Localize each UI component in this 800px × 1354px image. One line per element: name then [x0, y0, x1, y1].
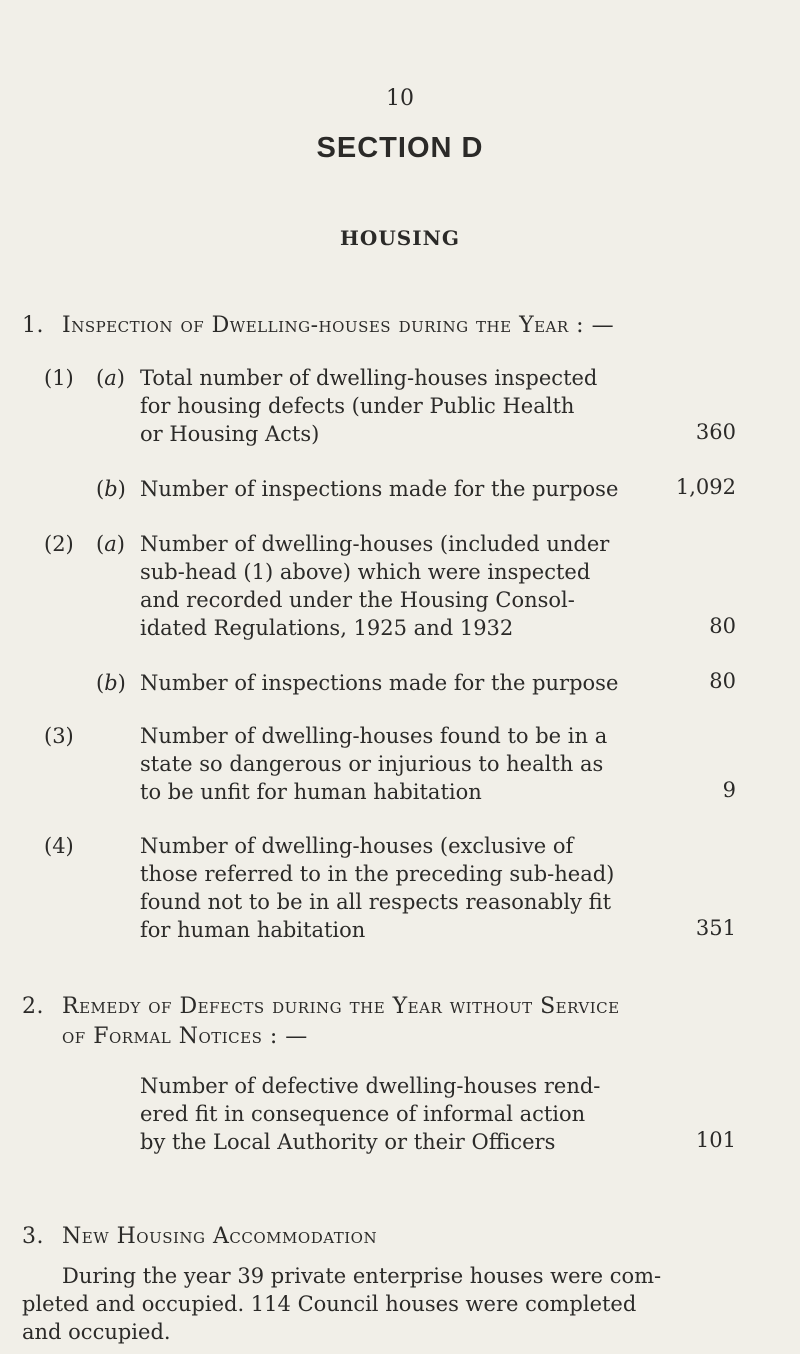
item-3-line: state so dangerous or injurious to health as: [140, 752, 604, 776]
section-title: SECTION D: [316, 132, 484, 164]
item-2a-letter: (a): [96, 532, 125, 556]
item-2a-line: idated Regulations, 1925 and 1932: [140, 616, 514, 640]
item-3-line: Number of dwelling-houses found to be in a: [140, 724, 608, 748]
section-3-title: New Housing Accommodation: [62, 1224, 378, 1249]
item-2a-value: 80: [709, 614, 736, 638]
section-3-line: pleted and occupied. 114 Council houses were completed: [22, 1292, 637, 1316]
section-2-title: Remedy of Defects during the Year without Service: [62, 994, 620, 1019]
item-4-value: 351: [695, 916, 736, 940]
page-subtitle: HOUSING: [340, 226, 460, 250]
item-4-line: Number of dwelling-houses (exclusive of: [140, 834, 574, 858]
section-2-title-continued: of Formal Notices : —: [62, 1024, 308, 1049]
section-1-number: 1.: [22, 313, 44, 338]
section-2-line: by the Local Authority or their Officers: [140, 1130, 556, 1154]
item-4-line: those referred to in the preceding sub-head): [140, 862, 615, 886]
item-1b-letter: (b): [96, 477, 126, 501]
item-1-number: (1): [44, 366, 74, 390]
section-1-heading: [22, 313, 614, 338]
item-2a-line: and recorded under the Housing Consol-: [140, 588, 575, 612]
item-2-number: (2): [44, 532, 74, 556]
item-3-value: 9: [722, 778, 736, 802]
item-1b-line: Number of inspections made for the purpose: [140, 477, 619, 501]
item-4-line: found not to be in all respects reasonably fit: [140, 890, 612, 914]
item-3-line: to be unfit for human habitation: [140, 780, 482, 804]
section-3-line: During the year 39 private enterprise houses were com-: [62, 1264, 662, 1288]
section-2-heading: [22, 994, 620, 1019]
item-1a-letter: (a): [96, 366, 125, 390]
section-3-line: and occupied.: [22, 1320, 171, 1344]
item-2a-line: Number of dwelling-houses (included under: [140, 532, 610, 556]
item-2b-line: Number of inspections made for the purpose: [140, 671, 619, 695]
item-2b-value: 80: [709, 669, 736, 693]
item-1a-value: 360: [695, 420, 736, 444]
section-2-line: Number of defective dwelling-houses rend-: [140, 1074, 601, 1098]
item-1a-line: for housing defects (under Public Health: [140, 394, 575, 418]
section-3-heading: [22, 1224, 377, 1249]
item-4-number: (4): [44, 834, 74, 858]
item-1a-line: Total number of dwelling-houses inspected: [140, 366, 598, 390]
page-number: 10: [386, 86, 414, 111]
section-2-line: ered fit in consequence of informal action: [140, 1102, 586, 1126]
section-2-number: 2.: [22, 994, 44, 1019]
item-2b-letter: (b): [96, 671, 126, 695]
item-1b-value: 1,092: [675, 475, 736, 499]
section-1-title: Inspection of Dwelling-houses during the Year : —: [62, 313, 615, 338]
item-3-number: (3): [44, 724, 74, 748]
section-3-number: 3.: [22, 1224, 44, 1249]
item-2a-line: sub-head (1) above) which were inspected: [140, 560, 591, 584]
item-1a-line: or Housing Acts): [140, 422, 320, 446]
section-2-value: 101: [695, 1128, 736, 1152]
item-4-line: for human habitation: [140, 918, 366, 942]
